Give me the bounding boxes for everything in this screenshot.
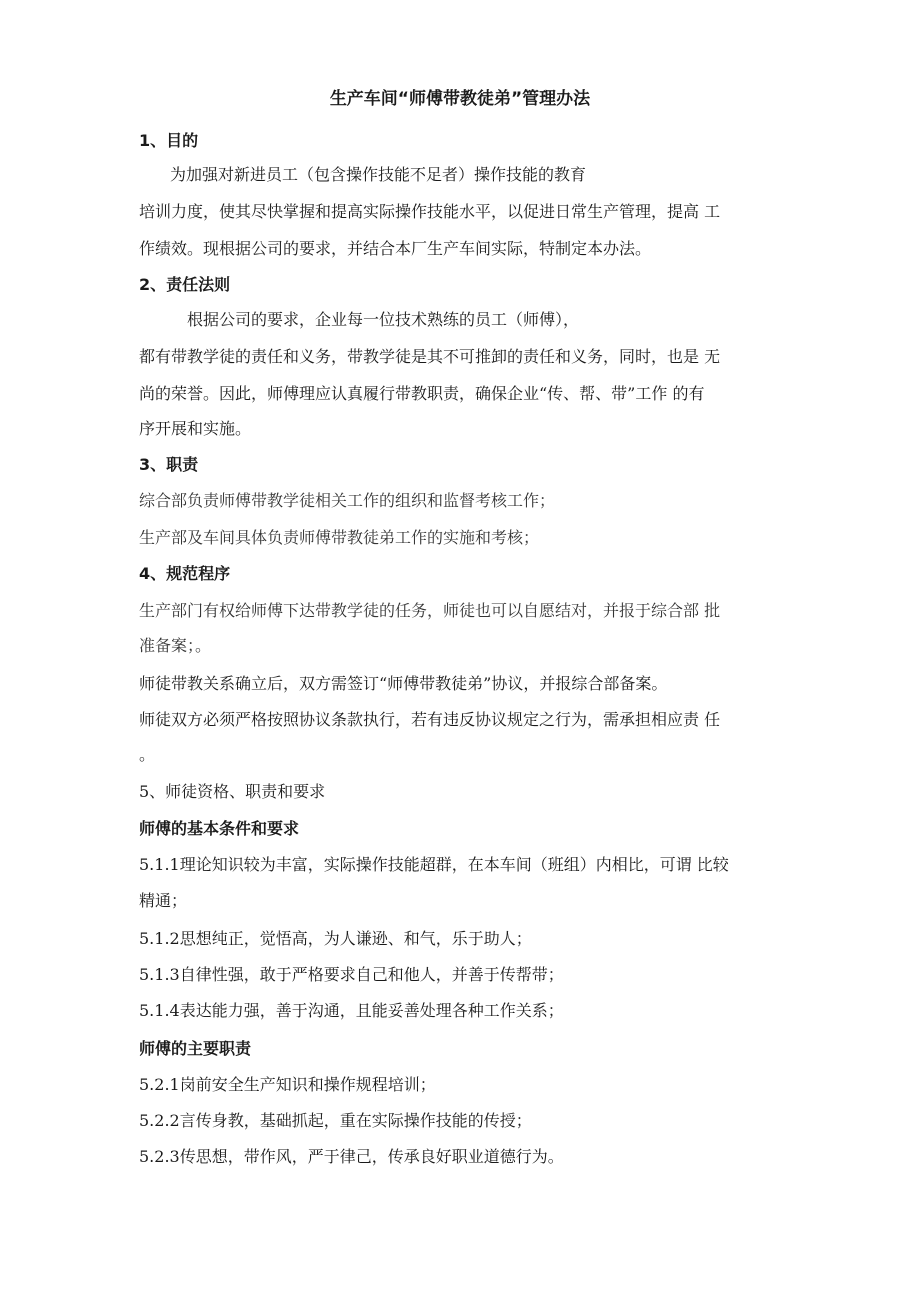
section-1-line-3: 作绩效。现根据公司的要求，并结合本厂生产车间实际，特制定本办法。 bbox=[139, 239, 652, 258]
section-5-heading: 5、师徒资格、职责和要求 bbox=[139, 782, 326, 801]
section-4-heading: 4、规范程序 bbox=[139, 564, 231, 583]
section-3-line-1: 综合部负责师傅带教学徒相关工作的组织和监督考核工作； bbox=[139, 491, 556, 510]
subsection-5-2-line-2: 5.2.2言传身教，基础抓起，重在实际操作技能的传授； bbox=[139, 1111, 532, 1130]
section-3-heading: 3、职责 bbox=[139, 455, 199, 474]
section-2-line-4: 序开展和实施。 bbox=[139, 419, 252, 438]
subsection-5-2-line-1: 5.2.1岗前安全生产知识和操作规程培训； bbox=[139, 1075, 436, 1094]
section-4-line-2: 准备案；。 bbox=[139, 636, 212, 655]
subsection-5-1-line-2: 精通； bbox=[139, 891, 188, 910]
section-2-line-3: 尚的荣誉。因此，师傅理应认真履行带教职责，确保企业“传、帮、带”工作 的有 bbox=[139, 384, 705, 403]
section-1-heading: 1、目的 bbox=[139, 131, 199, 150]
section-3-line-2: 生产部及车间具体负责师傅带教徒弟工作的实施和考核； bbox=[139, 528, 540, 547]
document-title: 生产车间“师傅带教徒弟”管理办法 bbox=[329, 89, 591, 109]
subsection-5-1-line-3: 5.1.2思想纯正，觉悟高，为人谦逊、和气，乐于助人； bbox=[139, 929, 532, 948]
section-4-line-5: 。 bbox=[139, 745, 156, 764]
section-2-line-1: 根据公司的要求，企业每一位技术熟练的员工（师傅）， bbox=[187, 310, 580, 329]
subsection-5-2-line-3: 5.2.3传思想，带作风，严于律己，传承良好职业道德行为。 bbox=[139, 1147, 564, 1166]
subsection-5-2-heading: 师傅的主要职责 bbox=[139, 1039, 252, 1058]
section-2-line-2: 都有带教学徒的责任和义务，带教学徒是其不可推卸的责任和义务，同时，也是 无 bbox=[139, 347, 721, 366]
section-4-line-3: 师徒带教关系确立后，双方需签订“师傅带教徒弟”协议，并报综合部备案。 bbox=[139, 674, 668, 693]
section-2-heading: 2、责任法则 bbox=[139, 275, 231, 294]
subsection-5-1-heading: 师傅的基本条件和要求 bbox=[139, 819, 300, 838]
section-4-line-4: 师徒双方必须严格按照协议条款执行，若有违反协议规定之行为，需承担相应责 任 bbox=[139, 710, 721, 729]
subsection-5-1-line-4: 5.1.3自律性强，敢于严格要求自己和他人，并善于传帮带； bbox=[139, 965, 564, 984]
subsection-5-1-line-5: 5.1.4表达能力强，善于沟通，且能妥善处理各种工作关系； bbox=[139, 1001, 564, 1020]
section-4-line-1: 生产部门有权给师傅下达带教学徒的任务，师徒也可以自愿结对，并报于综合部 批 bbox=[139, 601, 721, 620]
section-1-line-1: 为加强对新进员工（包含操作技能不足者）操作技能的教育 bbox=[170, 165, 587, 184]
subsection-5-1-line-1: 5.1.1理论知识较为丰富，实际操作技能超群，在本车间（班组）内相比，可谓 比较 bbox=[139, 855, 729, 874]
section-1-line-2: 培训力度，使其尽快掌握和提高实际操作技能水平，以促进日常生产管理，提高 工 bbox=[139, 202, 721, 221]
